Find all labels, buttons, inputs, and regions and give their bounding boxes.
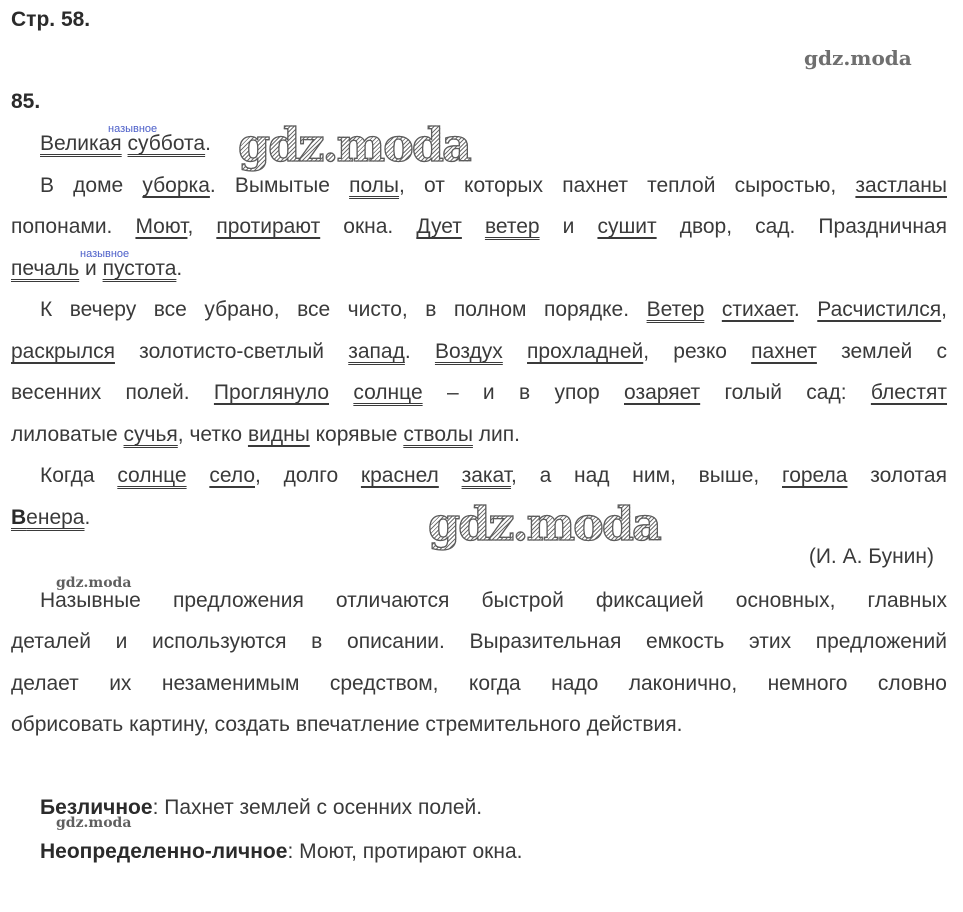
exercise-number: 85.	[11, 90, 41, 113]
explanation-line-4: обрисовать картину, создать впечатление стремительного действия.	[11, 713, 683, 736]
watermark-large-2: gdz.moda	[428, 497, 660, 551]
watermark-top: gdz.moda	[804, 46, 912, 70]
paragraph-3-line-1: Когда солнце село, долго краснел закат, а над ним, выше, горела золотая	[40, 464, 947, 487]
author-attribution: (И. А. Бунин)	[808, 545, 934, 568]
paragraph-2-line-2: раскрылся золотисто-светлый запад. Воздух прохладней, резко пахнет землей с	[11, 340, 948, 363]
watermark-large-1: gdz.moda	[238, 118, 470, 172]
indefinite-personal-example: Неопределенно-личное: Моют, протирают окна.	[40, 840, 523, 863]
text-title: Великая суббота.	[40, 132, 211, 155]
paragraph-2-line-3: весенних полей. Проглянуло солнце – и в упор озаряет голый сад: блестят	[11, 381, 948, 404]
nominative-tag: назывное	[108, 123, 158, 135]
impersonal-label: Безличное	[40, 796, 153, 819]
page-number: Стр. 58.	[11, 8, 91, 31]
explanation-line-3: делает их незаменимым средством, когда надо лаконично, немного словно	[11, 672, 947, 695]
paragraph-1-line-1: В доме уборка. Вымытые полы, от которых пахнет теплой сыростью, застланы	[40, 174, 947, 197]
watermark-small-2: gdz.moda	[56, 815, 132, 831]
paragraph-3-line-2: Венера.	[11, 506, 91, 529]
watermark-small-1: gdz.moda	[56, 575, 132, 591]
paragraph-2-line-1: К вечеру все убрано, все чисто, в полном порядке. Ветер стихает. Расчистился,	[40, 298, 948, 321]
explanation-line-1: Назывные предложения отличаются быстрой фиксацией основных, главных	[40, 589, 947, 612]
paragraph-2-line-4: лиловатые сучья, четко видны корявые стволы лип.	[11, 423, 520, 446]
paragraph-1-line-2: попонами. Моют, протирают окна. Дует ветер и сушит двор, сад. Праздничная	[11, 215, 947, 238]
paragraph-1-line-3: печаль и пустота.	[11, 257, 183, 280]
nominative-tag: назывное	[80, 248, 130, 260]
indefinite-personal-label: Неопределенно-личное	[40, 840, 288, 863]
explanation-line-2: деталей и используются в описании. Выразительная емкость этих предложений	[11, 630, 947, 653]
impersonal-example: Безличное: Пахнет землей с осенних полей.	[40, 796, 483, 819]
